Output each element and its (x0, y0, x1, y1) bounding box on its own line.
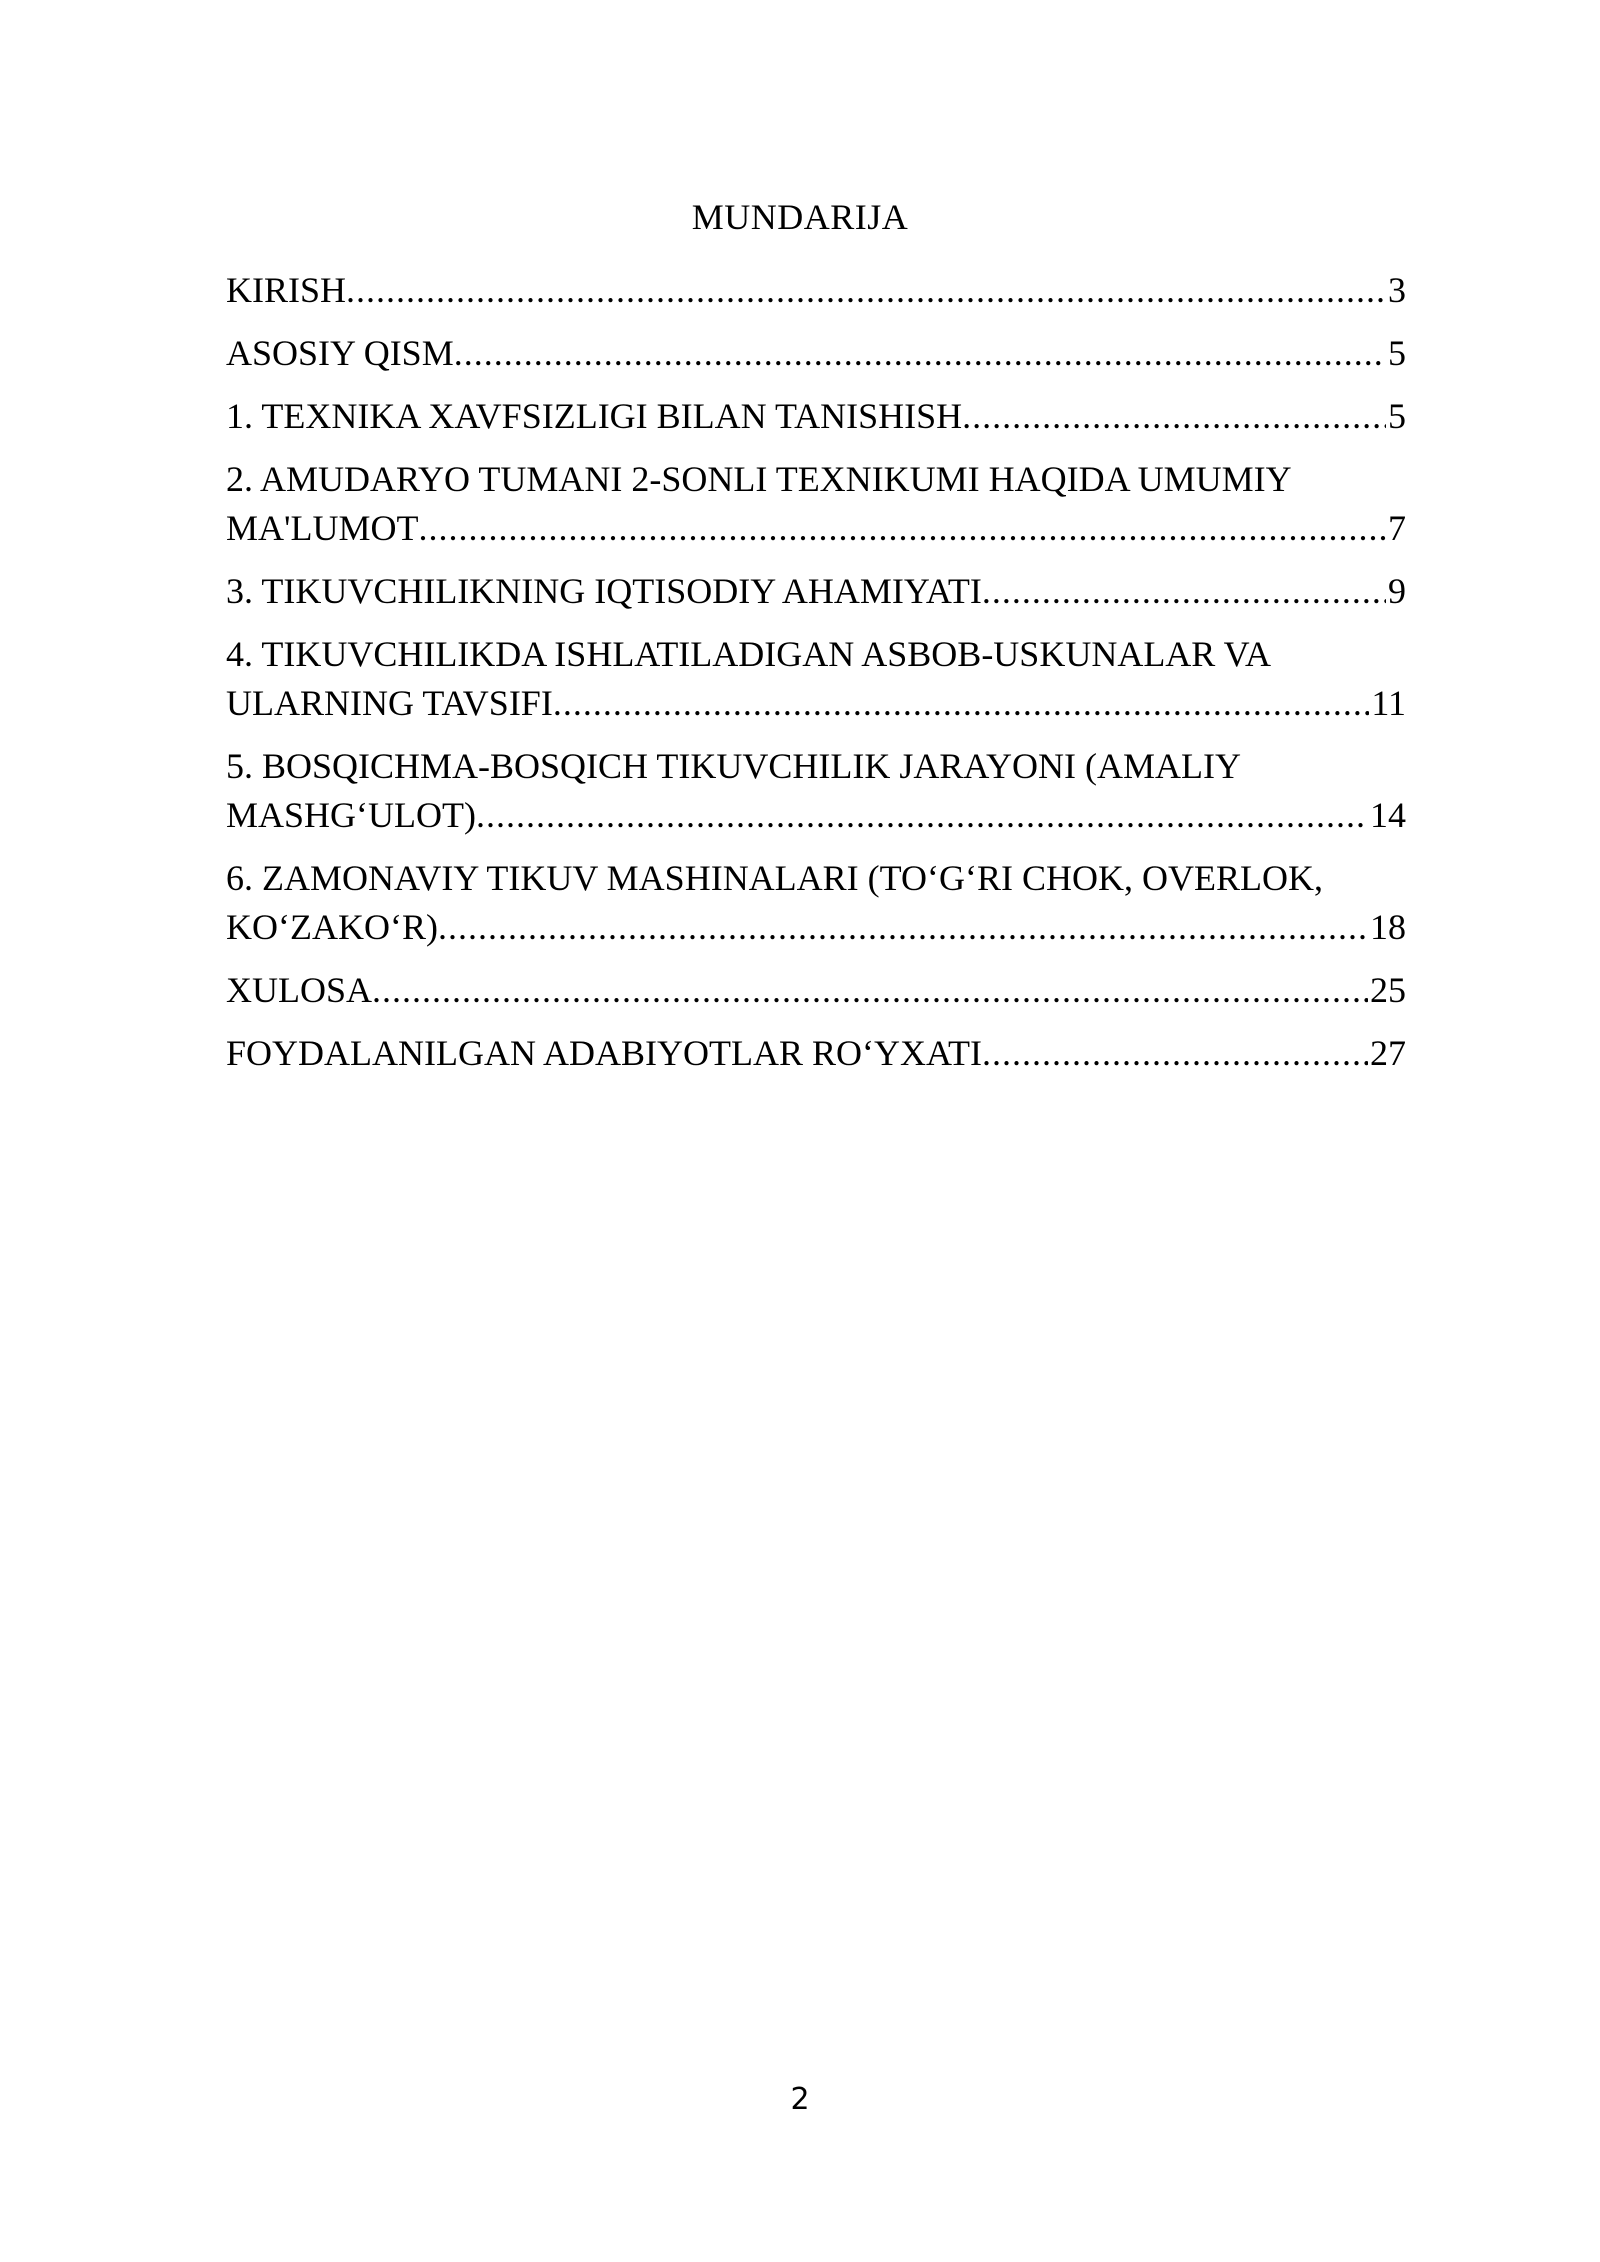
toc-entry[interactable] (226, 630, 1406, 728)
toc-dot-leader (346, 266, 1386, 315)
toc-entry[interactable] (226, 392, 1406, 441)
toc-entry-line (226, 567, 1406, 616)
toc-entry-page: 7 (1388, 508, 1406, 548)
toc-entry[interactable] (226, 455, 1406, 553)
table-of-contents (226, 266, 1406, 1092)
toc-entry-title-line1: 6. ZAMONAVIY TIKUV MASHINALARI (TO‘G‘RI CHOK, OVERLOK, (226, 858, 1323, 898)
toc-entry[interactable] (226, 854, 1406, 952)
toc-entry-line (226, 266, 1406, 315)
toc-entry[interactable] (226, 266, 1406, 315)
toc-dot-leader (962, 392, 1386, 441)
toc-entry-title-line1: 4. TIKUVCHILIKDA ISHLATILADIGAN ASBOB-USKUNALAR VA (226, 634, 1272, 674)
toc-entry-title: FOYDALANILGAN ADABIYOTLAR RO‘YXATI (226, 1033, 982, 1073)
toc-dot-leader (372, 966, 1368, 1015)
toc-entry-line (226, 1029, 1406, 1078)
toc-entry-line (226, 329, 1406, 378)
toc-dot-leader (553, 679, 1370, 728)
toc-dot-leader (476, 791, 1368, 840)
toc-dot-leader (418, 504, 1386, 553)
toc-entry-title: XULOSA (226, 970, 373, 1010)
toc-entry-page: 27 (1370, 1033, 1406, 1073)
toc-dot-leader (982, 567, 1386, 616)
toc-entry-page: 5 (1388, 333, 1406, 373)
toc-dot-leader (454, 329, 1386, 378)
toc-entry-page: 3 (1388, 270, 1406, 310)
page-number: 2 (790, 2082, 810, 2117)
toc-entry-page: 18 (1370, 907, 1406, 947)
toc-entry-line (226, 966, 1406, 1015)
toc-entry-page: 25 (1370, 970, 1406, 1010)
toc-entry-page: 5 (1388, 396, 1406, 436)
toc-dot-leader (438, 903, 1368, 952)
page-title: MUNDARIJA (691, 197, 909, 237)
toc-entry-title-line1: 2. AMUDARYO TUMANI 2-SONLI TEXNIKUMI HAQIDA UMUMIY (226, 459, 1292, 499)
toc-entry[interactable] (226, 742, 1406, 840)
toc-entry-line (226, 392, 1406, 441)
toc-entry[interactable] (226, 966, 1406, 1015)
toc-entry-page: 9 (1388, 571, 1406, 611)
toc-entry-title: MA'LUMOT (226, 508, 419, 548)
toc-entry-title: 1. TEXNIKA XAVFSIZLIGI BILAN TANISHISH (226, 396, 963, 436)
toc-entry-line (226, 504, 1406, 553)
toc-entry-page: 14 (1370, 795, 1406, 835)
toc-entry-title: ASOSIY QISM (226, 333, 454, 373)
toc-entry-line (226, 791, 1406, 840)
toc-entry[interactable] (226, 329, 1406, 378)
toc-entry[interactable] (226, 567, 1406, 616)
toc-entry-title-line1: 5. BOSQICHMA-BOSQICH TIKUVCHILIK JARAYONI (AMALIY (226, 746, 1242, 786)
toc-entry-page: 11 (1371, 683, 1406, 723)
toc-entry-title: KIRISH (226, 270, 347, 310)
toc-dot-leader (982, 1029, 1368, 1078)
toc-entry[interactable] (226, 1029, 1406, 1078)
toc-entry-line (226, 903, 1406, 952)
toc-entry-title: 3. TIKUVCHILIKNING IQTISODIY AHAMIYATI (226, 571, 982, 611)
toc-entry-title: ULARNING TAVSIFI (226, 683, 553, 723)
toc-entry-title: KO‘ZAKO‘R) (226, 907, 438, 947)
toc-entry-line (226, 679, 1406, 728)
toc-entry-title: MASHG‘ULOT) (226, 795, 476, 835)
